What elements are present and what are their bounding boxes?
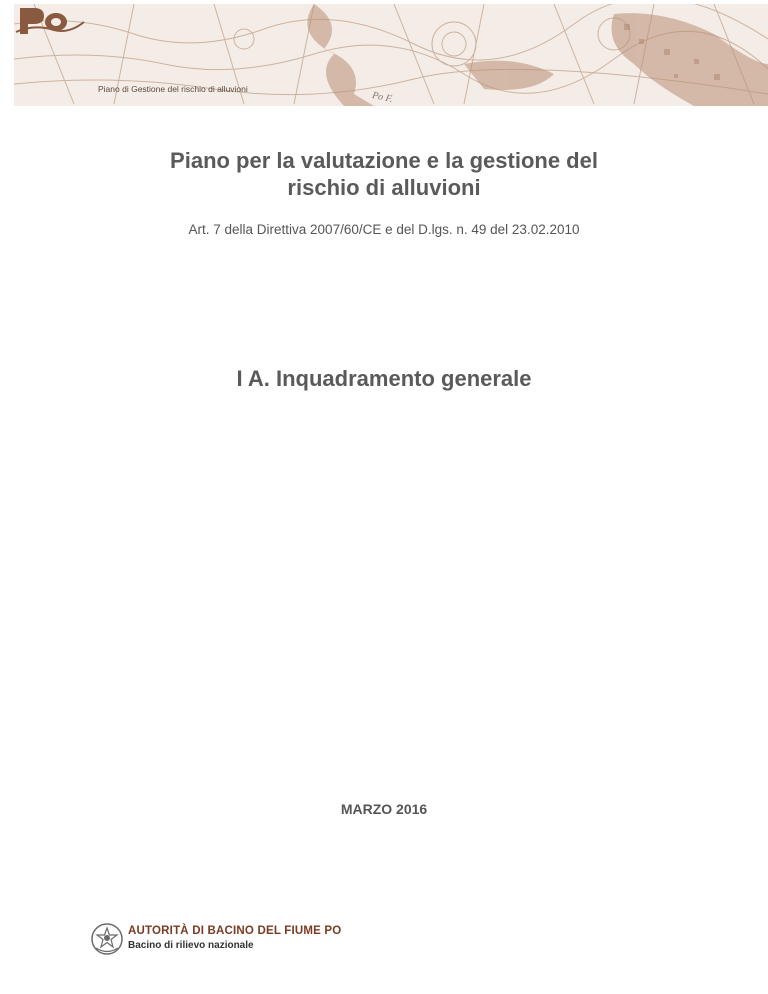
map-label: Po F. xyxy=(371,89,394,106)
authority-footer xyxy=(90,922,410,962)
document-subtitle: Art. 7 della Direttiva 2007/60/CE e del D.lgs. n. 49 del 23.02.2010 xyxy=(188,222,580,237)
logo-caption: Piano di Gestione del rischio di alluvioni xyxy=(98,84,248,94)
italian-emblem-icon xyxy=(90,922,124,956)
document-date: MARZO 2016 xyxy=(340,801,428,817)
authority-name: AUTORITÀ DI BACINO DEL FIUME PO xyxy=(128,925,342,937)
header-banner xyxy=(14,4,768,106)
authority-subtitle: Bacino di rilievo nazionale xyxy=(128,940,254,951)
title-line-2: rischio di alluvioni xyxy=(287,175,481,200)
section-heading: I A. Inquadramento generale xyxy=(236,366,532,391)
title-line-1: Piano per la valutazione e la gestione del xyxy=(170,148,598,173)
po-logo xyxy=(14,4,104,44)
document-title xyxy=(0,147,768,201)
